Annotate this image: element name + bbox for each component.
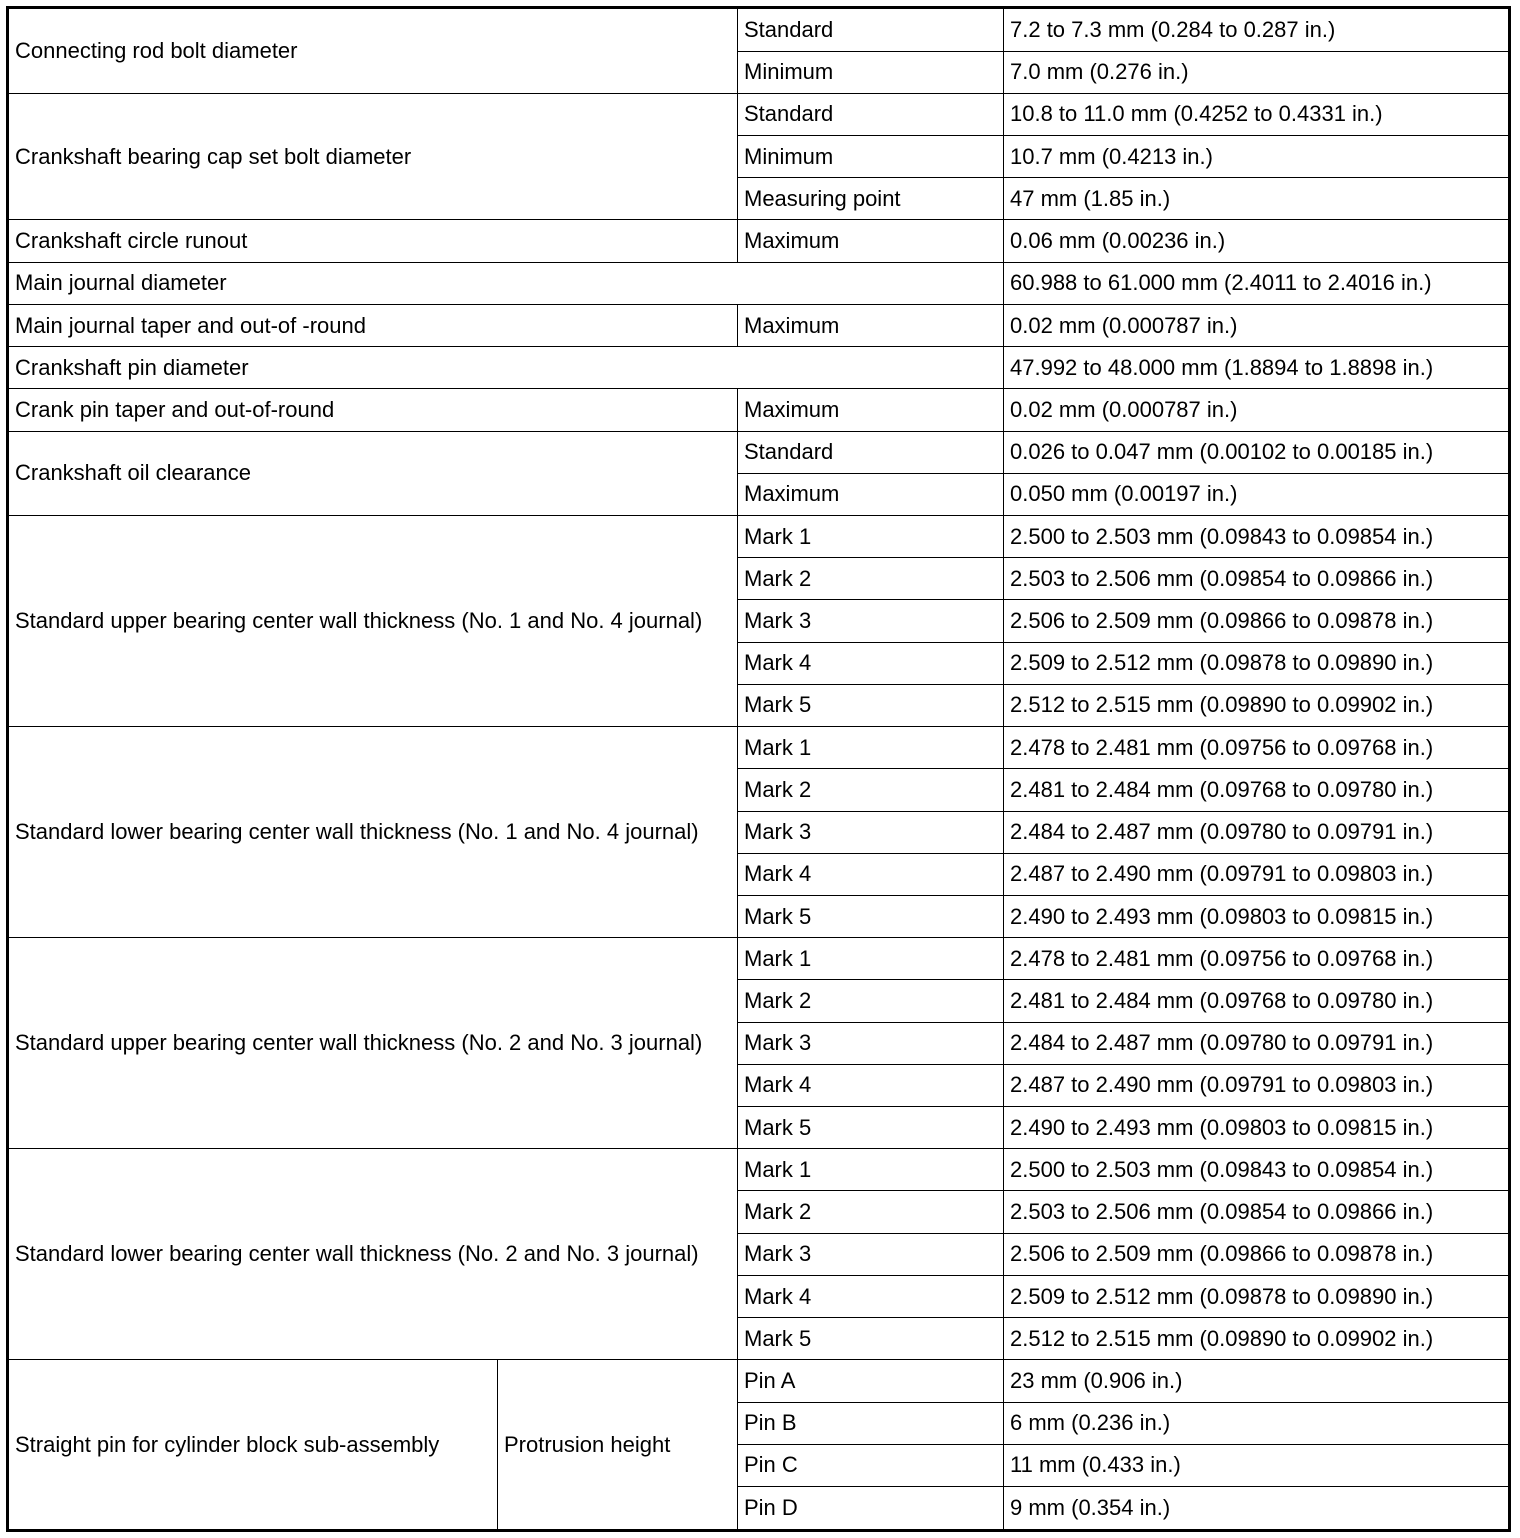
- spec-condition-label: Mark 4: [738, 642, 1004, 684]
- spec-condition-label: Maximum: [738, 304, 1004, 346]
- spec-condition-label: Mark 4: [738, 1064, 1004, 1106]
- spec-value: 60.988 to 61.000 mm (2.4011 to 2.4016 in.): [1004, 262, 1510, 304]
- table-row: [8, 93, 1510, 135]
- spec-condition-label: Mark 1: [738, 727, 1004, 769]
- spec-value: 2.487 to 2.490 mm (0.09791 to 0.09803 in.): [1004, 853, 1510, 895]
- table-row: [8, 431, 1510, 473]
- spec-condition-label: Mark 5: [738, 895, 1004, 937]
- spec-condition-label: Minimum: [738, 136, 1004, 178]
- spec-condition-label: Measuring point: [738, 178, 1004, 220]
- spec-value: 10.7 mm (0.4213 in.): [1004, 136, 1510, 178]
- spec-value: 2.487 to 2.490 mm (0.09791 to 0.09803 in.): [1004, 1064, 1510, 1106]
- spec-value: 2.506 to 2.509 mm (0.09866 to 0.09878 in.): [1004, 1233, 1510, 1275]
- spec-value: 2.484 to 2.487 mm (0.09780 to 0.09791 in.): [1004, 811, 1510, 853]
- spec-condition-label: Standard: [738, 431, 1004, 473]
- table-row: [8, 347, 1510, 389]
- spec-value: 11 mm (0.433 in.): [1004, 1444, 1510, 1486]
- spec-item-label: Standard upper bearing center wall thickness (No. 1 and No. 4 journal): [8, 515, 738, 726]
- spec-value: 47 mm (1.85 in.): [1004, 178, 1510, 220]
- spec-item-label: Crankshaft bearing cap set bolt diameter: [8, 93, 738, 220]
- spec-item-label: Main journal taper and out-of -round: [8, 304, 738, 346]
- spec-condition-label: Mark 2: [738, 1191, 1004, 1233]
- spec-value: 2.509 to 2.512 mm (0.09878 to 0.09890 in.): [1004, 1275, 1510, 1317]
- spec-condition-label: Maximum: [738, 473, 1004, 515]
- spec-condition-label: Pin B: [738, 1402, 1004, 1444]
- spec-condition-label: Mark 3: [738, 600, 1004, 642]
- spec-value: 23 mm (0.906 in.): [1004, 1360, 1510, 1402]
- spec-value: 7.0 mm (0.276 in.): [1004, 51, 1510, 93]
- spec-item-label: Standard lower bearing center wall thickness (No. 2 and No. 3 journal): [8, 1149, 738, 1360]
- spec-condition-label: Mark 3: [738, 1233, 1004, 1275]
- spec-item-label: Crankshaft oil clearance: [8, 431, 738, 515]
- spec-value: 2.490 to 2.493 mm (0.09803 to 0.09815 in.): [1004, 895, 1510, 937]
- spec-condition-label: Mark 2: [738, 558, 1004, 600]
- spec-condition-label: Mark 1: [738, 1149, 1004, 1191]
- spec-condition-label: Mark 5: [738, 1318, 1004, 1360]
- spec-condition-label: Pin A: [738, 1360, 1004, 1402]
- spec-value: 47.992 to 48.000 mm (1.8894 to 1.8898 in.): [1004, 347, 1510, 389]
- spec-item-label: Standard upper bearing center wall thickness (No. 2 and No. 3 journal): [8, 938, 738, 1149]
- spec-value: 0.02 mm (0.000787 in.): [1004, 389, 1510, 431]
- spec-table: [6, 6, 1511, 1532]
- spec-condition-label: Mark 4: [738, 1275, 1004, 1317]
- spec-value: 10.8 to 11.0 mm (0.4252 to 0.4331 in.): [1004, 93, 1510, 135]
- spec-item-label: Straight pin for cylinder block sub-assembly: [8, 1360, 498, 1531]
- spec-value: 2.484 to 2.487 mm (0.09780 to 0.09791 in.): [1004, 1022, 1510, 1064]
- spec-value: 2.478 to 2.481 mm (0.09756 to 0.09768 in.): [1004, 938, 1510, 980]
- spec-condition-label: Standard: [738, 8, 1004, 52]
- spec-condition-label: Mark 4: [738, 853, 1004, 895]
- spec-value: 0.02 mm (0.000787 in.): [1004, 304, 1510, 346]
- spec-value: 9 mm (0.354 in.): [1004, 1487, 1510, 1531]
- spec-value: 2.481 to 2.484 mm (0.09768 to 0.09780 in.): [1004, 980, 1510, 1022]
- spec-value: 0.026 to 0.047 mm (0.00102 to 0.00185 in.): [1004, 431, 1510, 473]
- spec-value: 2.478 to 2.481 mm (0.09756 to 0.09768 in.): [1004, 727, 1510, 769]
- spec-item-label: Crankshaft pin diameter: [8, 347, 1004, 389]
- spec-item-label: Main journal diameter: [8, 262, 1004, 304]
- spec-value: 2.481 to 2.484 mm (0.09768 to 0.09780 in.): [1004, 769, 1510, 811]
- spec-value: 2.500 to 2.503 mm (0.09843 to 0.09854 in.): [1004, 1149, 1510, 1191]
- table-row: [8, 304, 1510, 346]
- table-row: [8, 727, 1510, 769]
- spec-value: 2.503 to 2.506 mm (0.09854 to 0.09866 in.): [1004, 1191, 1510, 1233]
- spec-value: 2.506 to 2.509 mm (0.09866 to 0.09878 in.): [1004, 600, 1510, 642]
- spec-condition-label: Pin D: [738, 1487, 1004, 1531]
- spec-item-label: Connecting rod bolt diameter: [8, 8, 738, 94]
- spec-condition-label: Mark 1: [738, 515, 1004, 557]
- spec-value: 2.509 to 2.512 mm (0.09878 to 0.09890 in.): [1004, 642, 1510, 684]
- table-row: [8, 515, 1510, 557]
- spec-value: 2.512 to 2.515 mm (0.09890 to 0.09902 in.): [1004, 684, 1510, 726]
- spec-condition-label: Mark 5: [738, 684, 1004, 726]
- spec-condition-label: Standard: [738, 93, 1004, 135]
- spec-value: 6 mm (0.236 in.): [1004, 1402, 1510, 1444]
- spec-condition-label: Mark 1: [738, 938, 1004, 980]
- spec-condition-label: Minimum: [738, 51, 1004, 93]
- table-row: [8, 938, 1510, 980]
- spec-condition-label: Mark 2: [738, 769, 1004, 811]
- table-row: [8, 1360, 1510, 1402]
- table-row: [8, 8, 1510, 52]
- spec-condition-label: Pin C: [738, 1444, 1004, 1486]
- spec-value: 2.500 to 2.503 mm (0.09843 to 0.09854 in.): [1004, 515, 1510, 557]
- table-row: [8, 1149, 1510, 1191]
- spec-condition-label: Maximum: [738, 389, 1004, 431]
- spec-condition-label: Maximum: [738, 220, 1004, 262]
- spec-value: 2.503 to 2.506 mm (0.09854 to 0.09866 in.): [1004, 558, 1510, 600]
- spec-value: 0.06 mm (0.00236 in.): [1004, 220, 1510, 262]
- spec-value: 0.050 mm (0.00197 in.): [1004, 473, 1510, 515]
- spec-category-label: Protrusion height: [498, 1360, 738, 1531]
- spec-table-body: [8, 8, 1510, 1531]
- table-row: [8, 220, 1510, 262]
- spec-item-label: Standard lower bearing center wall thickness (No. 1 and No. 4 journal): [8, 727, 738, 938]
- spec-value: 2.512 to 2.515 mm (0.09890 to 0.09902 in.): [1004, 1318, 1510, 1360]
- spec-value: 7.2 to 7.3 mm (0.284 to 0.287 in.): [1004, 8, 1510, 52]
- spec-condition-label: Mark 5: [738, 1107, 1004, 1149]
- spec-item-label: Crank pin taper and out-of-round: [8, 389, 738, 431]
- spec-condition-label: Mark 3: [738, 1022, 1004, 1064]
- table-row: [8, 389, 1510, 431]
- spec-item-label: Crankshaft circle runout: [8, 220, 738, 262]
- spec-condition-label: Mark 2: [738, 980, 1004, 1022]
- spec-condition-label: Mark 3: [738, 811, 1004, 853]
- table-row: [8, 262, 1510, 304]
- spec-value: 2.490 to 2.493 mm (0.09803 to 0.09815 in.): [1004, 1107, 1510, 1149]
